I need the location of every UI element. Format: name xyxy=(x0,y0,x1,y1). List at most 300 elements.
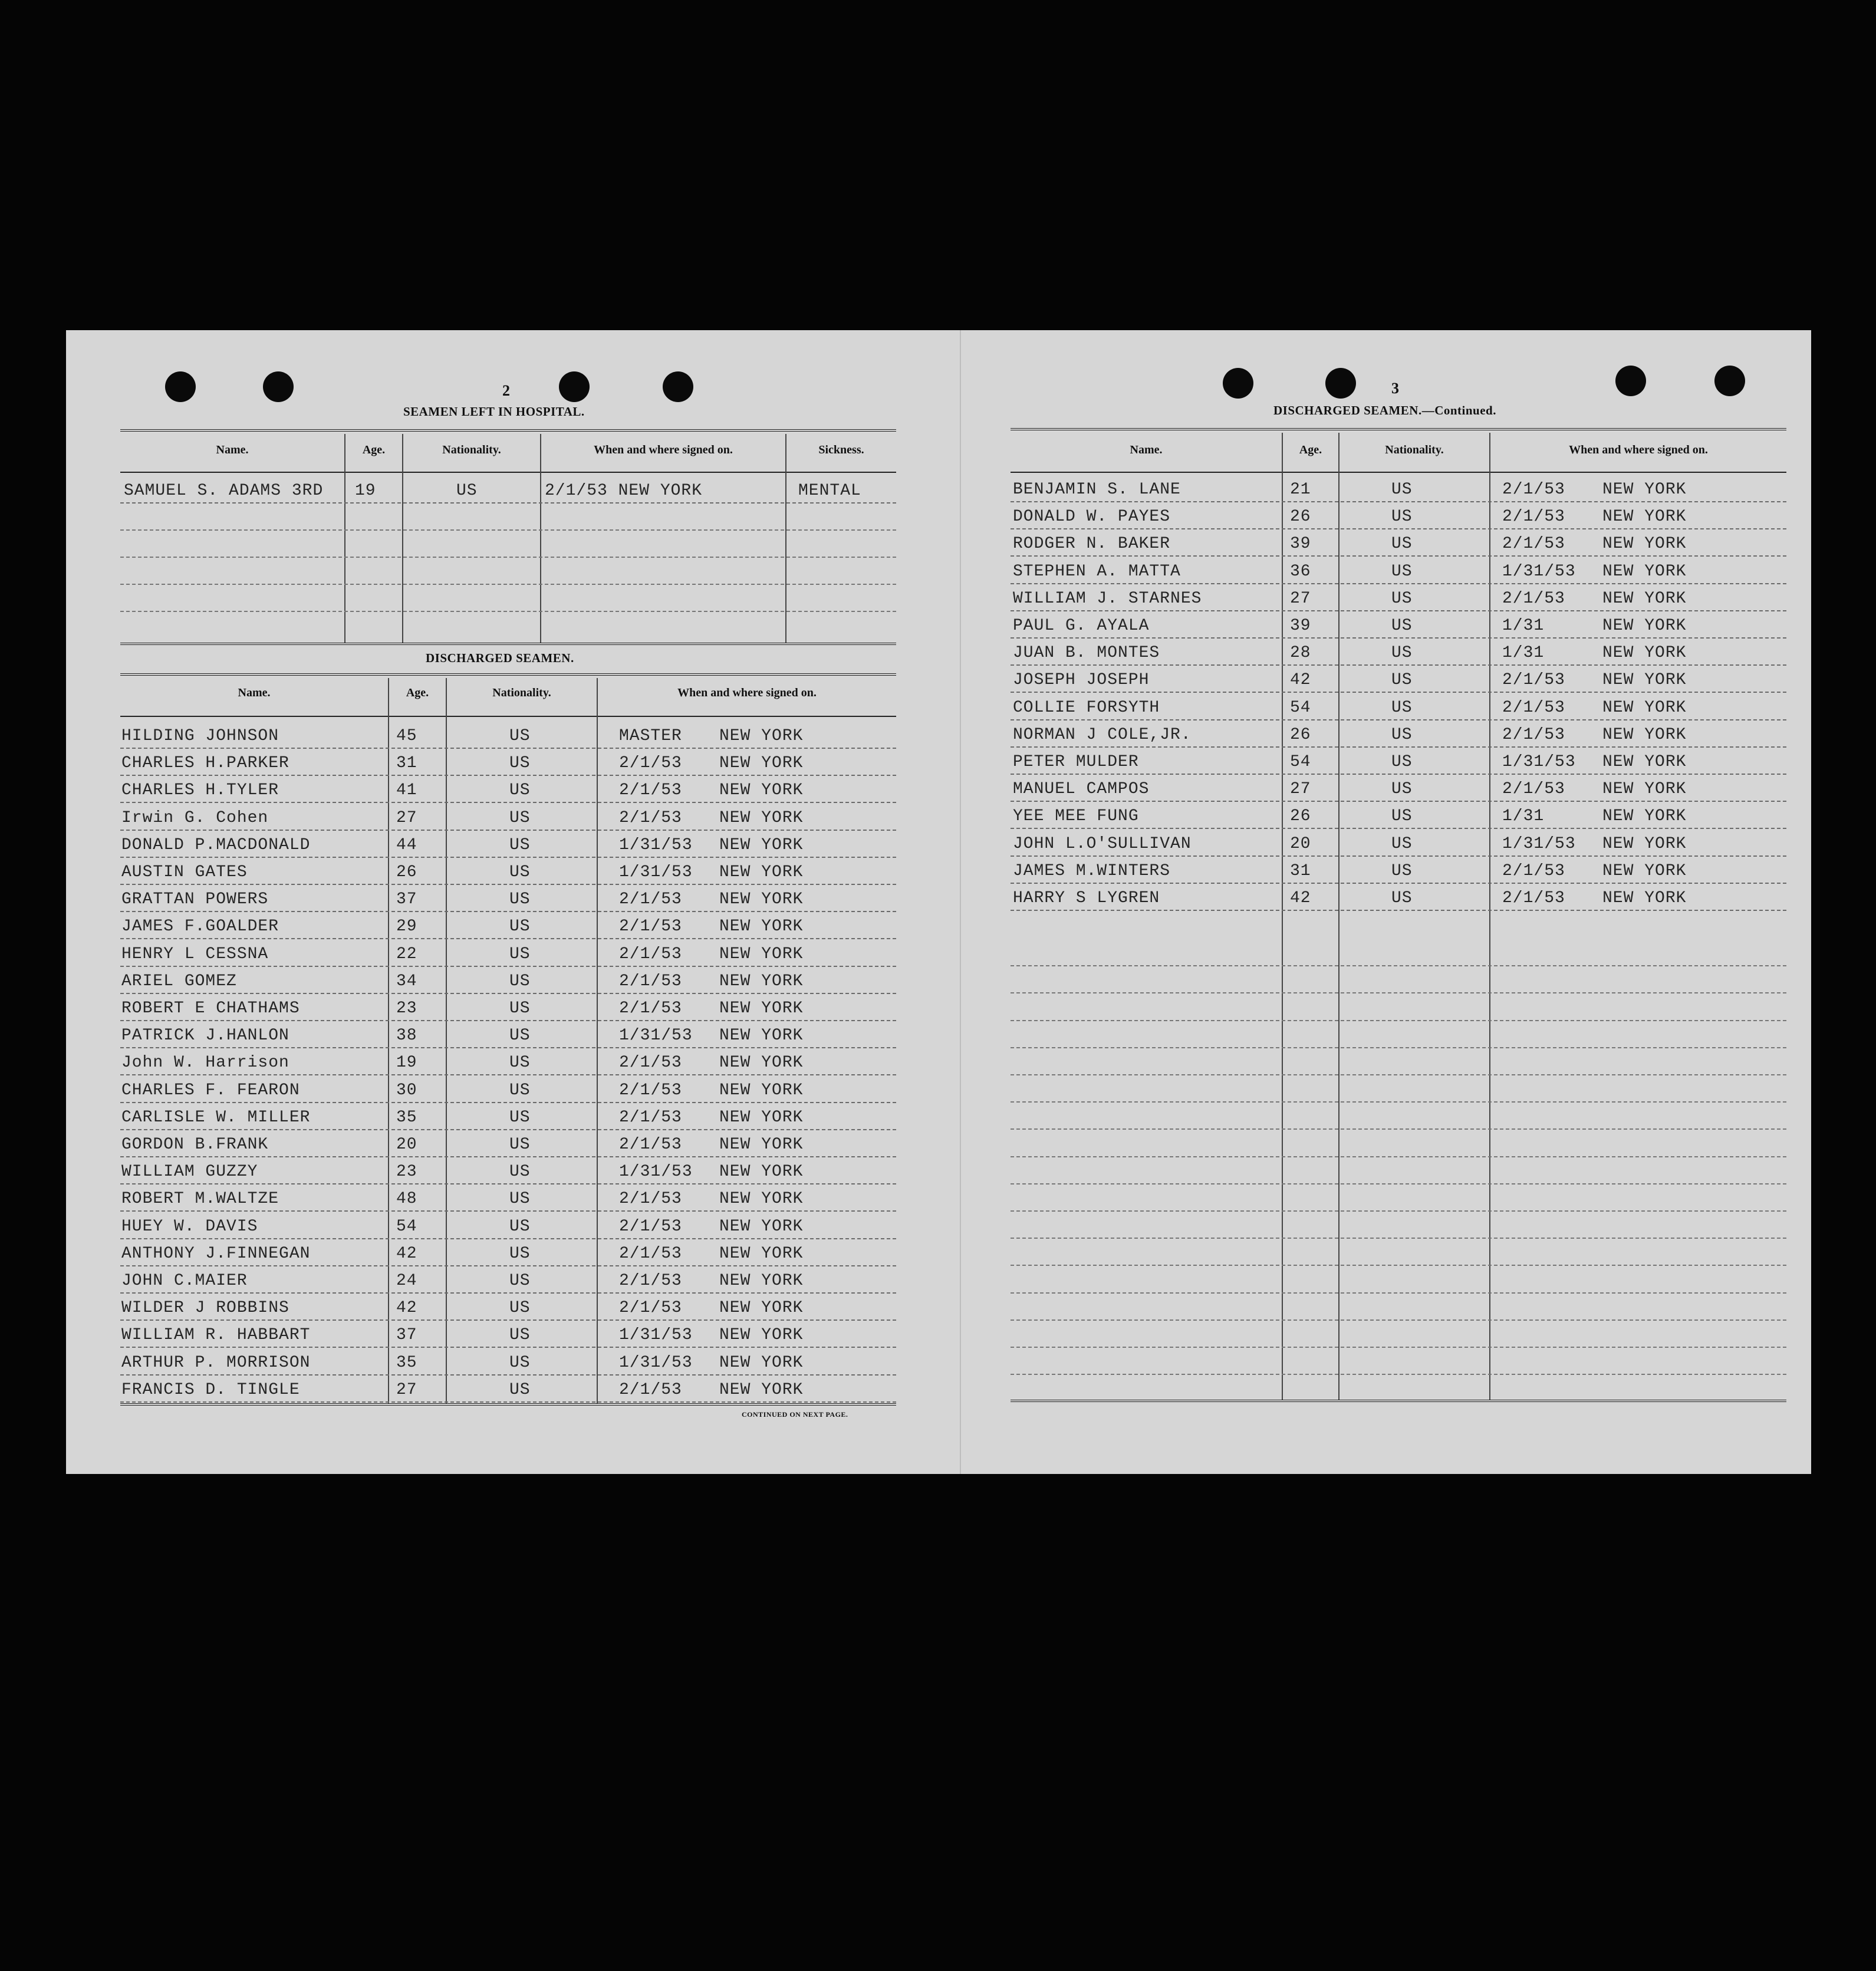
seaman-nationality: US xyxy=(456,482,478,500)
signed-on-place: NEW YORK xyxy=(719,1054,804,1072)
hospital-col-age: Age. xyxy=(362,443,386,456)
blank-line xyxy=(1011,1183,1786,1184)
seaman-nationality: US xyxy=(509,835,531,854)
signed-on-place: NEW YORK xyxy=(719,1136,804,1154)
seaman-nationality: US xyxy=(1391,834,1413,853)
seaman-age: 35 xyxy=(396,1108,417,1127)
seaman-nationality: US xyxy=(1391,617,1413,635)
seaman-name: WILLIAM GUZZY xyxy=(121,1163,258,1182)
seaman-name: CHARLES H.PARKER xyxy=(121,754,289,773)
seaman-age: 35 xyxy=(396,1353,417,1372)
signed-on-date: 2/1/53 xyxy=(1502,725,1565,744)
seaman-name: COLLIE FORSYTH xyxy=(1013,698,1160,717)
seaman-name: PAUL G. AYALA xyxy=(1013,617,1150,635)
signed-on-date: 2/1/53 xyxy=(619,808,682,827)
signed-on-date: 2/1/53 xyxy=(1502,671,1565,690)
punch-hole xyxy=(263,371,294,402)
seaman-name: Irwin G. Cohen xyxy=(121,808,269,827)
table-row xyxy=(1011,695,1786,720)
table-row xyxy=(1011,749,1786,775)
seaman-nationality: US xyxy=(509,1190,531,1209)
signed-on-place: NEW YORK xyxy=(719,1163,804,1182)
seaman-age: 27 xyxy=(396,808,417,827)
seaman-nationality: US xyxy=(509,1272,531,1290)
blank-line xyxy=(1011,1292,1786,1294)
continued-section-title: DISCHARGED SEAMEN.—Continued. xyxy=(1273,403,1496,417)
signed-on-date: 1/31/53 xyxy=(1502,753,1576,771)
seaman-nationality: US xyxy=(509,863,531,881)
signed-on-date: 2/1/53 xyxy=(1502,481,1565,499)
seaman-name: JAMES M.WINTERS xyxy=(1013,861,1171,880)
signed-on-date: 1/31/53 xyxy=(619,1326,693,1345)
blank-line xyxy=(1011,1210,1786,1212)
signed-on-date: 2/1/53 xyxy=(619,1380,682,1399)
blank-line xyxy=(1011,1020,1786,1021)
signed-on-date: 2/1/53 xyxy=(619,890,682,909)
seaman-nationality: US xyxy=(509,1244,531,1263)
signed-on-date: 1/31/53 xyxy=(1502,834,1576,853)
continued-note: CONTINUED ON NEXT PAGE. xyxy=(742,1410,848,1419)
seaman-age: 54 xyxy=(1290,698,1311,717)
seaman-name: PATRICK J.HANLON xyxy=(121,1026,289,1045)
discharged-table-top-rule xyxy=(120,673,896,676)
signed-on-place: NEW YORK xyxy=(719,863,804,881)
seaman-age: 20 xyxy=(1290,834,1311,853)
blank-line xyxy=(1011,1156,1786,1157)
table-row xyxy=(120,1104,896,1130)
signed-on-place: NEW YORK xyxy=(719,727,804,745)
blank-line xyxy=(1011,1101,1786,1103)
signed-on-date: 2/1/53 xyxy=(1502,535,1565,554)
signed-on-date: 2/1/53 xyxy=(1502,889,1565,907)
seaman-name: HENRY L CESSNA xyxy=(121,945,269,963)
signed-on-date: 2/1/53 xyxy=(619,1217,682,1236)
seaman-name: NORMAN J COLE,JR. xyxy=(1013,725,1192,744)
discharged-col-nationality: Nationality. xyxy=(492,686,551,699)
seaman-nationality: US xyxy=(1391,481,1413,499)
seaman-age: 21 xyxy=(1290,481,1311,499)
seaman-age: 31 xyxy=(1290,861,1311,880)
seaman-name: FRANCIS D. TINGLE xyxy=(121,1380,300,1399)
signed-on-date: 2/1/53 xyxy=(619,781,682,800)
seaman-age: 26 xyxy=(1290,807,1311,826)
blank-line xyxy=(1011,1238,1786,1239)
seaman-nationality: US xyxy=(509,1326,531,1345)
seaman-name: DONALD W. PAYES xyxy=(1013,508,1171,527)
table-row xyxy=(120,1049,896,1075)
blank-line xyxy=(1011,965,1786,966)
page-number-left: 2 xyxy=(502,382,510,399)
table-row xyxy=(1011,640,1786,666)
table-row xyxy=(120,1350,896,1376)
seaman-name: BENJAMIN S. LANE xyxy=(1013,481,1181,499)
seaman-name: CARLISLE W. MILLER xyxy=(121,1108,311,1127)
seaman-nationality: US xyxy=(509,1136,531,1154)
seaman-age: 36 xyxy=(1290,562,1311,581)
signed-on-date: 1/31 xyxy=(1502,644,1545,663)
blank-line xyxy=(1011,1128,1786,1130)
signed-on-date: MASTER xyxy=(619,727,682,745)
discharged-table-bottom-rule xyxy=(120,1403,896,1406)
blank-line xyxy=(1011,1047,1786,1048)
punch-hole xyxy=(1615,366,1646,396)
seaman-age: 23 xyxy=(396,999,417,1018)
signed-on-place: NEW YORK xyxy=(719,999,804,1018)
seaman-nationality: US xyxy=(509,917,531,936)
seaman-age: 20 xyxy=(396,1136,417,1154)
seaman-age: 48 xyxy=(396,1190,417,1209)
table-row xyxy=(120,859,896,885)
page-number-right: 3 xyxy=(1391,380,1399,397)
seaman-age: 27 xyxy=(1290,780,1311,799)
seaman-name: AUSTIN GATES xyxy=(121,863,248,881)
table-row xyxy=(120,1159,896,1184)
seaman-age: 31 xyxy=(396,754,417,773)
hospital-header-rule xyxy=(120,472,896,473)
signed-on-date: 2/1/53 xyxy=(619,1244,682,1263)
right-header-rule xyxy=(1011,472,1786,473)
seaman-sickness: MENTAL xyxy=(798,482,861,500)
right-col-age: Age. xyxy=(1299,443,1322,456)
seaman-name: MANUEL CAMPOS xyxy=(1013,780,1150,799)
table-row xyxy=(1011,667,1786,693)
table-row xyxy=(120,832,896,858)
signed-on-place: NEW YORK xyxy=(719,1272,804,1290)
table-row xyxy=(120,995,896,1021)
seaman-name: STEPHEN A. MATTA xyxy=(1013,562,1181,581)
seaman-nationality: US xyxy=(509,945,531,963)
table-row xyxy=(1011,585,1786,611)
signed-on-place: NEW YORK xyxy=(719,1026,804,1045)
blank-line xyxy=(120,584,896,585)
seaman-age: 22 xyxy=(396,945,417,963)
seaman-name: John W. Harrison xyxy=(121,1054,289,1072)
seaman-name: ROBERT E CHATHAMS xyxy=(121,999,300,1018)
signed-on-place: NEW YORK xyxy=(719,835,804,854)
seaman-age: 26 xyxy=(396,863,417,881)
signed-on-place: NEW YORK xyxy=(719,808,804,827)
table-row xyxy=(1011,722,1786,748)
signed-on-place: NEW YORK xyxy=(1602,834,1687,853)
seaman-name: CHARLES F. FEARON xyxy=(121,1081,300,1100)
seaman-age: 30 xyxy=(396,1081,417,1100)
hospital-section-title: SEAMEN LEFT IN HOSPITAL. xyxy=(403,404,585,419)
table-row xyxy=(120,941,896,967)
blank-line xyxy=(120,557,896,558)
blank-line xyxy=(1011,1074,1786,1075)
hospital-row xyxy=(120,478,896,504)
seaman-nationality: US xyxy=(509,1353,531,1372)
discharged-section-title: DISCHARGED SEAMEN. xyxy=(426,651,574,665)
signed-on-date: 2/1/53 xyxy=(619,917,682,936)
signed-on-place: NEW YORK xyxy=(1602,889,1687,907)
signed-on-date: 1/31 xyxy=(1502,807,1545,826)
seaman-age: 27 xyxy=(396,1380,417,1399)
discharged-col-name: Name. xyxy=(238,686,271,699)
seaman-age: 37 xyxy=(396,1326,417,1345)
signed-on-place: NEW YORK xyxy=(719,1217,804,1236)
seaman-name: ROBERT M.WALTZE xyxy=(121,1190,279,1209)
seaman-age: 24 xyxy=(396,1272,417,1290)
seaman-nationality: US xyxy=(1391,807,1413,826)
seaman-name: JOHN L.O'SULLIVAN xyxy=(1013,834,1192,853)
seaman-name: DONALD P.MACDONALD xyxy=(121,835,311,854)
seaman-name: WILDER J ROBBINS xyxy=(121,1299,289,1318)
seaman-nationality: US xyxy=(1391,698,1413,717)
seaman-name: HUEY W. DAVIS xyxy=(121,1217,258,1236)
seaman-age: 39 xyxy=(1290,535,1311,554)
seaman-age: 26 xyxy=(1290,508,1311,527)
seaman-nationality: US xyxy=(1391,671,1413,690)
seaman-age: 42 xyxy=(396,1244,417,1263)
seaman-age: 34 xyxy=(396,972,417,991)
seaman-nationality: US xyxy=(1391,508,1413,527)
signed-on-place: NEW YORK xyxy=(1602,508,1687,527)
signed-on-place: NEW YORK xyxy=(719,1081,804,1100)
signed-on-date: 2/1/53 xyxy=(619,1136,682,1154)
signed-on-date: 2/1/53 xyxy=(619,999,682,1018)
seaman-name: ARTHUR P. MORRISON xyxy=(121,1353,311,1372)
seaman-age: 54 xyxy=(396,1217,417,1236)
seaman-name: SAMUEL S. ADAMS 3RD xyxy=(124,482,324,500)
table-row xyxy=(1011,613,1786,639)
signed-on-date: 1/31/53 xyxy=(619,835,693,854)
table-row xyxy=(120,913,896,939)
signed-on-place: NEW YORK xyxy=(1602,617,1687,635)
seaman-nationality: US xyxy=(509,999,531,1018)
signed-on-date: 1/31/53 xyxy=(619,863,693,881)
blank-line xyxy=(120,529,896,531)
signed-on-date: 2/1/53 xyxy=(1502,861,1565,880)
signed-on-place: NEW YORK xyxy=(1602,589,1687,608)
signed-on-date: 2/1/53 xyxy=(1502,780,1565,799)
blank-line xyxy=(1011,1320,1786,1321)
seaman-nationality: US xyxy=(1391,589,1413,608)
punch-hole xyxy=(559,371,590,402)
table-row xyxy=(120,723,896,749)
hospital-col-sickness: Sickness. xyxy=(818,443,864,456)
signed-on-date: 2/1/53 xyxy=(619,945,682,963)
seaman-nationality: US xyxy=(509,754,531,773)
seaman-name: JOSEPH JOSEPH xyxy=(1013,671,1150,690)
hospital-col-name: Name. xyxy=(216,443,249,456)
signed-on-date: 2/1/53 xyxy=(619,972,682,991)
right-col-nationality: Nationality. xyxy=(1385,443,1444,456)
right-table-bottom-rule xyxy=(1011,1400,1786,1402)
signed-on-date: 2/1/53 xyxy=(619,754,682,773)
signed-on-place: NEW YORK xyxy=(719,917,804,936)
seaman-name: JUAN B. MONTES xyxy=(1013,644,1160,663)
signed-on-date: 2/1/53 xyxy=(1502,698,1565,717)
signed-on-date: 2/1/53 xyxy=(619,1299,682,1318)
signed-on-place: NEW YORK xyxy=(719,1353,804,1372)
table-row xyxy=(120,1377,896,1403)
table-row xyxy=(1011,885,1786,911)
seaman-name: WILLIAM J. STARNES xyxy=(1013,589,1202,608)
seaman-age: 42 xyxy=(396,1299,417,1318)
seaman-nationality: US xyxy=(1391,780,1413,799)
seaman-nationality: US xyxy=(1391,725,1413,744)
signed-on-date: 1/31/53 xyxy=(619,1353,693,1372)
blank-line xyxy=(1011,1265,1786,1266)
signed-on-place: NEW YORK xyxy=(719,1299,804,1318)
signed-on-date: 1/31 xyxy=(1502,617,1545,635)
seaman-age: 29 xyxy=(396,917,417,936)
signed-on-place: NEW YORK xyxy=(719,890,804,909)
signed-on-place: NEW YORK xyxy=(1602,562,1687,581)
table-row xyxy=(120,1186,896,1212)
right-table-top-rule xyxy=(1011,428,1786,430)
table-row xyxy=(120,886,896,912)
seaman-nationality: US xyxy=(1391,644,1413,663)
table-row xyxy=(1011,858,1786,884)
signed-on-place: NEW YORK xyxy=(719,972,804,991)
seaman-nationality: US xyxy=(509,1054,531,1072)
table-row xyxy=(1011,558,1786,584)
punch-hole xyxy=(1223,368,1253,399)
seaman-age: 37 xyxy=(396,890,417,909)
right-col-signed: When and where signed on. xyxy=(1569,443,1708,456)
seaman-age: 41 xyxy=(396,781,417,800)
seaman-age: 23 xyxy=(396,1163,417,1182)
seaman-age: 26 xyxy=(1290,725,1311,744)
seaman-nationality: US xyxy=(509,808,531,827)
table-row xyxy=(120,1322,896,1348)
seaman-age: 45 xyxy=(396,727,417,745)
signed-on-date: 2/1/53 xyxy=(1502,508,1565,527)
seaman-name: WILLIAM R. HABBART xyxy=(121,1326,311,1345)
table-row xyxy=(120,1131,896,1157)
signed-on-place: NEW YORK xyxy=(1602,698,1687,717)
signed-on-date: 1/31/53 xyxy=(1502,562,1576,581)
table-row xyxy=(1011,831,1786,857)
punch-hole xyxy=(1714,366,1745,396)
signed-on-date: 2/1/53 xyxy=(619,1190,682,1209)
discharged-col-signed: When and where signed on. xyxy=(677,686,817,699)
table-row xyxy=(1011,531,1786,557)
signed-on-place: NEW YORK xyxy=(1602,807,1687,826)
blank-line xyxy=(1011,992,1786,993)
hospital-table-bottom-rule xyxy=(120,643,896,645)
signed-on-place: NEW YORK xyxy=(1602,671,1687,690)
table-row xyxy=(1011,776,1786,802)
seaman-nationality: US xyxy=(509,781,531,800)
seaman-nationality: US xyxy=(509,1380,531,1399)
seaman-age: 28 xyxy=(1290,644,1311,663)
seaman-age: 38 xyxy=(396,1026,417,1045)
page-fold xyxy=(960,330,961,1474)
signed-on-place: NEW YORK xyxy=(719,945,804,963)
signed-on-place: NEW YORK xyxy=(1602,481,1687,499)
seaman-name: ARIEL GOMEZ xyxy=(121,972,237,991)
table-row xyxy=(1011,476,1786,502)
seaman-nationality: US xyxy=(509,890,531,909)
table-row xyxy=(120,805,896,831)
signed-on-place: NEW YORK xyxy=(719,1244,804,1263)
signed-on-date: 2/1/53 xyxy=(1502,589,1565,608)
discharged-header-rule xyxy=(120,716,896,717)
signed-on-place: NEW YORK xyxy=(1602,535,1687,554)
seaman-age: 19 xyxy=(355,482,376,500)
seaman-name: JOHN C.MAIER xyxy=(121,1272,248,1290)
seaman-age: 39 xyxy=(1290,617,1311,635)
table-row xyxy=(120,1022,896,1048)
signed-on-date: 1/31/53 xyxy=(619,1026,693,1045)
signed-on-place: NEW YORK xyxy=(1602,725,1687,744)
blank-line xyxy=(120,611,896,612)
seaman-nationality: US xyxy=(1391,753,1413,771)
seaman-age: 19 xyxy=(396,1054,417,1072)
table-row xyxy=(120,750,896,776)
seaman-name: ANTHONY J.FINNEGAN xyxy=(121,1244,311,1263)
punch-hole xyxy=(165,371,196,402)
seaman-nationality: US xyxy=(509,1163,531,1182)
table-row xyxy=(120,1268,896,1294)
table-row xyxy=(1011,803,1786,829)
blank-line xyxy=(1011,1347,1786,1348)
seaman-name: JAMES F.GOALDER xyxy=(121,917,279,936)
seaman-nationality: US xyxy=(509,1217,531,1236)
signed-on-date: 2/1/53 xyxy=(619,1272,682,1290)
seaman-name: HILDING JOHNSON xyxy=(121,727,279,745)
seaman-nationality: US xyxy=(1391,562,1413,581)
signed-on-place: NEW YORK xyxy=(1602,861,1687,880)
table-row xyxy=(120,1077,896,1103)
signed-on-place: NEW YORK xyxy=(1602,644,1687,663)
seaman-age: 27 xyxy=(1290,589,1311,608)
seaman-nationality: US xyxy=(1391,889,1413,907)
seaman-nationality: US xyxy=(509,727,531,745)
seaman-age: 44 xyxy=(396,835,417,854)
seaman-nationality: US xyxy=(509,1108,531,1127)
signed-on-place: NEW YORK xyxy=(719,781,804,800)
signed-on-place: NEW YORK xyxy=(719,1380,804,1399)
signed-on-place: NEW YORK xyxy=(1602,753,1687,771)
seaman-name: YEE MEE FUNG xyxy=(1013,807,1139,826)
seaman-nationality: US xyxy=(1391,535,1413,554)
seaman-name: PETER MULDER xyxy=(1013,753,1139,771)
table-row xyxy=(1011,504,1786,529)
signed-on-date: 1/31/53 xyxy=(619,1163,693,1182)
seaman-nationality: US xyxy=(509,1081,531,1100)
hospital-col-signed: When and where signed on. xyxy=(594,443,733,456)
seaman-name: GRATTAN POWERS xyxy=(121,890,269,909)
seaman-age: 42 xyxy=(1290,889,1311,907)
signed-on-place: NEW YORK xyxy=(719,1108,804,1127)
table-row xyxy=(120,968,896,994)
blank-line xyxy=(1011,1374,1786,1375)
signed-on-date: 2/1/53 xyxy=(619,1054,682,1072)
seaman-name: CHARLES H.TYLER xyxy=(121,781,279,800)
seaman-signed-on: 2/1/53 NEW YORK xyxy=(545,482,703,500)
right-col-name: Name. xyxy=(1130,443,1163,456)
seaman-nationality: US xyxy=(509,1026,531,1045)
hospital-table-top-rule xyxy=(120,429,896,432)
discharged-col-age: Age. xyxy=(406,686,429,699)
seaman-name: HARRY S LYGREN xyxy=(1013,889,1160,907)
table-row xyxy=(120,1240,896,1266)
signed-on-date: 2/1/53 xyxy=(619,1081,682,1100)
signed-on-place: NEW YORK xyxy=(719,1190,804,1209)
signed-on-place: NEW YORK xyxy=(1602,780,1687,799)
table-row xyxy=(120,1213,896,1239)
punch-hole xyxy=(663,371,693,402)
signed-on-place: NEW YORK xyxy=(719,1326,804,1345)
seaman-nationality: US xyxy=(509,972,531,991)
seaman-nationality: US xyxy=(509,1299,531,1318)
seaman-age: 54 xyxy=(1290,753,1311,771)
seaman-name: GORDON B.FRANK xyxy=(121,1136,269,1154)
